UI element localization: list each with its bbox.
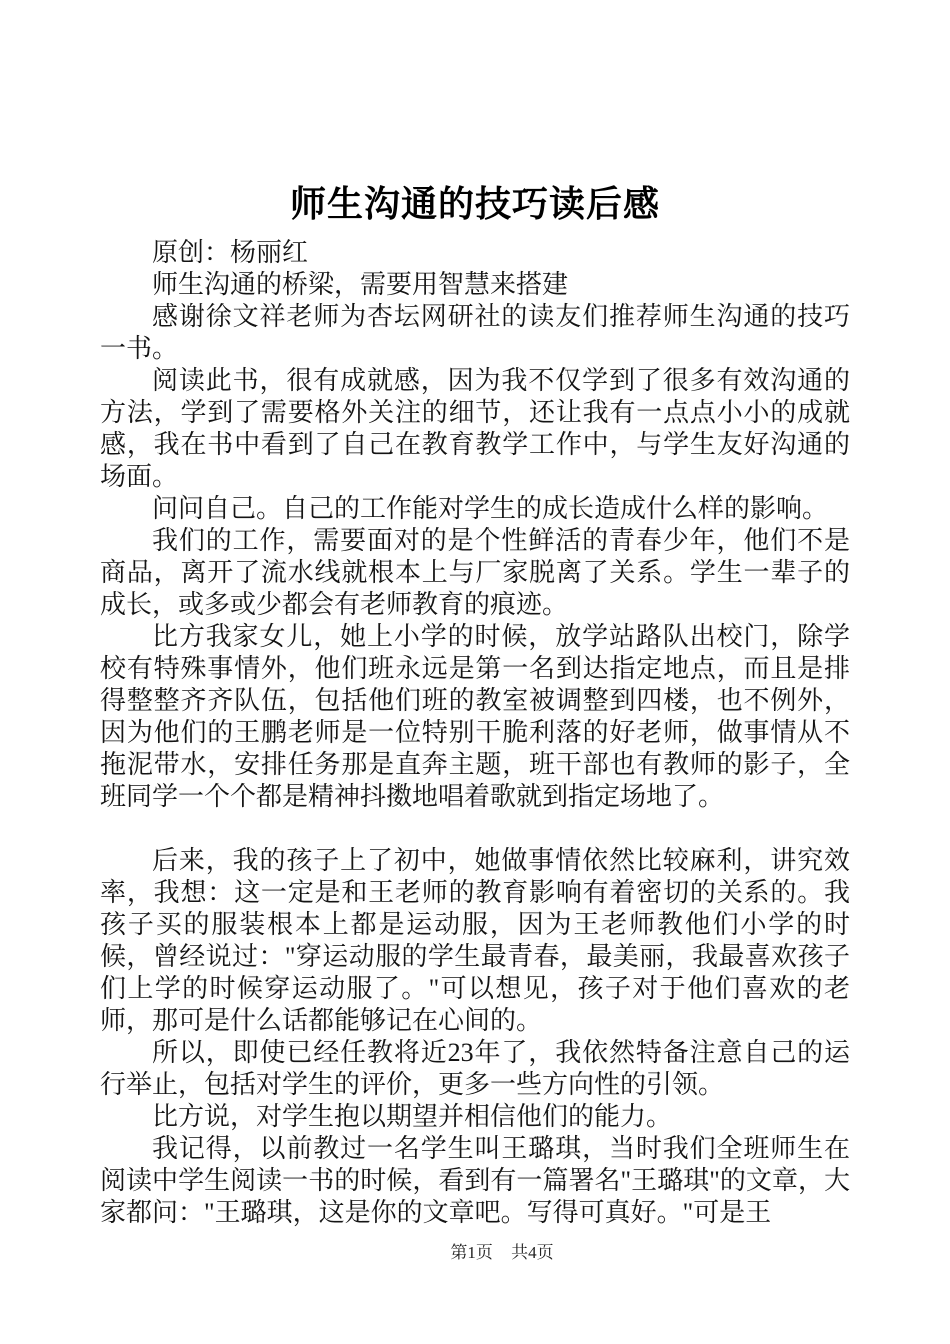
paragraph: 比方说，对学生抱以期望并相信他们的能力。 [152,1102,673,1131]
page-total: 共4页 [511,1243,554,1262]
paragraph: 所以，即使已经任教将近23年了，我依然特备注意自己的运行举止，包括对学生的评价，更多一些方向性的引领。 [100,1038,850,1099]
paragraph: 阅读此书，很有成就感，因为我不仅学到了很多有效沟通的方法，学到了需要格外关注的细节，还让我有一点点小小的成就感，我在书中看到了自己在教育教学工作中，与学生友好沟通的场面。 [100,366,850,491]
paragraph: 后来，我的孩子上了初中，她做事情依然比较麻利，讲究效率，我想：这一定是和王老师的教育影响有着密切的关系的。我孩子买的服装根本上都是运动服，因为王老师教他们小学的时候，曾经说过："穿运动服的学生最青春，最美丽，我最喜欢孩子们上学的时候穿运动服了。"可以想见，孩子对于他们喜欢的老师，那可是什么话都能够记在心间的。 [100,846,850,1035]
paragraph: 我们的工作，需要面对的是个性鲜活的青春少年，他们不是商品，离开了流水线就根本上与厂家脱离了关系。学生一辈子的成长，或多或少都会有老师教育的痕迹。 [100,526,850,619]
document-title: 师生沟通的技巧读后感 [289,184,660,224]
paragraph: 我记得，以前教过一名学生叫王璐琪，当时我们全班师生在阅读中学生阅读一书的时候，看到有一篇署名"王璐琪"的文章，大家都问："王璐琪，这是你的文章吧。写得可真好。"可是王 [100,1134,850,1227]
paragraph: 问问自己。自己的工作能对学生的成长造成什么样的影响。 [152,494,829,523]
paragraph: 师生沟通的桥梁，需要用智慧来搭建 [152,270,569,299]
paragraph: 比方我家女儿，她上小学的时候，放学站路队出校门，除学校有特殊事情外，他们班永远是第一名到达指定地点，而且是排得整整齐齐队伍，包括他们班的教室被调整到四楼，也不例外，因为他们的王鹏老师是一位特别干脆利落的好老师，做事情从不拖泥带水，安排任务那是直奔主题，班干部也有教师的影子，全班同学一个个都是精神抖擞地唱着歌就到指定场地了。 [100,622,850,811]
document-body [100,237,850,1229]
page-number: 第1页 [450,1243,493,1262]
page-footer [27,1242,950,1264]
paragraph: 原创：杨丽红 [152,238,309,267]
paragraph: 感谢徐文祥老师为杏坛网研社的读友们推荐师生沟通的技巧一书。 [100,302,850,363]
